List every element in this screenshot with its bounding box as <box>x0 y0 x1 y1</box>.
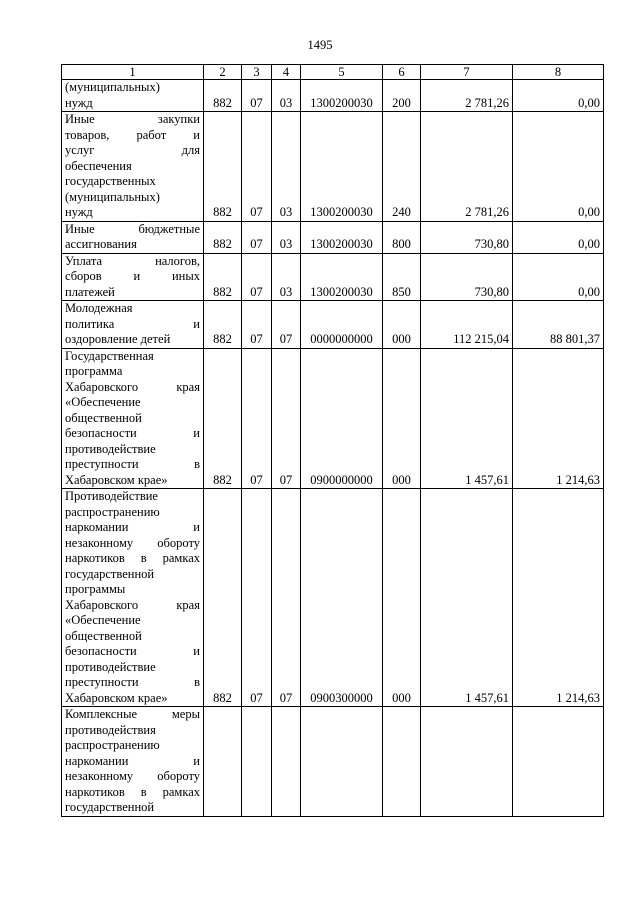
cell-c2: 882 <box>204 489 242 707</box>
cell-c8: 1 214,63 <box>513 489 604 707</box>
header-cell: 8 <box>513 65 604 80</box>
item-name-line: платежей <box>65 284 115 299</box>
item-name-line: распространению <box>65 504 160 519</box>
cell-c5: 1300200030 <box>301 112 383 222</box>
table-row <box>62 221 604 253</box>
item-name-line: оздоровление детей <box>65 332 171 346</box>
header-cell: 3 <box>242 65 272 80</box>
cell-c3: 07 <box>242 348 272 489</box>
cell-c7: 1 457,61 <box>421 348 513 489</box>
item-name-line: Уплата налогов, <box>65 253 200 268</box>
cell-c2: 882 <box>204 348 242 489</box>
cell-c5 <box>301 707 383 817</box>
item-name-cell <box>62 253 204 301</box>
item-name-line: незаконному обороту <box>65 535 200 550</box>
cell-c7: 2 781,26 <box>421 112 513 222</box>
item-name-cell <box>62 348 204 489</box>
budget-table <box>61 64 604 817</box>
item-name-line: наркотиков в рамках <box>65 551 200 565</box>
item-name-line: услуг для <box>65 143 200 157</box>
cell-c7 <box>421 707 513 817</box>
cell-c4: 03 <box>272 80 301 112</box>
cell-c2: 882 <box>204 253 242 301</box>
item-name-line: безопасности и <box>65 644 200 658</box>
item-name-line: общественной <box>65 410 142 425</box>
header-cell: 2 <box>204 65 242 80</box>
cell-c8: 0,00 <box>513 80 604 112</box>
item-name-line: Хабаровском крае» <box>65 690 168 705</box>
table-row <box>62 301 604 349</box>
item-name-line: ассигнования <box>65 237 137 251</box>
cell-c3: 07 <box>242 221 272 253</box>
item-name-line: общественной <box>65 628 142 643</box>
table-row <box>62 112 604 222</box>
cell-c7: 730,80 <box>421 253 513 301</box>
cell-c8: 1 214,63 <box>513 348 604 489</box>
cell-c2: 882 <box>204 80 242 112</box>
table-row <box>62 489 604 707</box>
table-row <box>62 80 604 112</box>
item-name-line: сборов и иных <box>65 269 200 283</box>
item-name-line: «Обеспечение <box>65 395 141 409</box>
item-name-line: программа <box>65 364 123 378</box>
item-name-line: наркомании и <box>65 753 200 768</box>
item-name-line: обеспечения <box>65 158 132 173</box>
cell-c4: 07 <box>272 301 301 349</box>
cell-c6: 000 <box>383 489 421 707</box>
item-name-line: наркотиков в рамках <box>65 784 200 799</box>
item-name-line: Государственная <box>65 348 154 363</box>
cell-c2: 882 <box>204 112 242 222</box>
cell-c6: 000 <box>383 348 421 489</box>
cell-c5: 0900300000 <box>301 489 383 707</box>
cell-c4: 03 <box>272 112 301 222</box>
cell-c8: 0,00 <box>513 253 604 301</box>
item-name-line: противодействие <box>65 659 156 674</box>
item-name-line: противодействие <box>65 441 156 456</box>
cell-c3: 07 <box>242 489 272 707</box>
item-name-line: распространению <box>65 738 160 752</box>
item-name-line: государственной <box>65 566 155 581</box>
table-row <box>62 253 604 301</box>
cell-c7: 1 457,61 <box>421 489 513 707</box>
item-name-line: Хабаровского края <box>65 597 200 612</box>
item-name-line: «Обеспечение <box>65 613 141 627</box>
item-name-line: государственной <box>65 800 155 814</box>
item-name-cell <box>62 707 204 817</box>
cell-c6: 850 <box>383 253 421 301</box>
item-name-line: товаров, работ и <box>65 127 200 142</box>
item-name-line: программы <box>65 582 126 596</box>
cell-c4: 07 <box>272 348 301 489</box>
page-number: 1495 <box>307 38 333 52</box>
cell-c3: 07 <box>242 80 272 112</box>
cell-c5: 1300200030 <box>301 80 383 112</box>
cell-c5: 1300200030 <box>301 221 383 253</box>
item-name-cell <box>62 301 204 349</box>
cell-c6 <box>383 707 421 817</box>
cell-c6: 200 <box>383 80 421 112</box>
cell-c5: 0900000000 <box>301 348 383 489</box>
table-row <box>62 707 604 817</box>
item-name-line: нужд <box>65 205 93 219</box>
cell-c6: 000 <box>383 301 421 349</box>
item-name-cell <box>62 80 204 112</box>
cell-c7: 730,80 <box>421 221 513 253</box>
item-name-line: Комплексные меры <box>65 707 200 721</box>
header-cell: 6 <box>383 65 421 80</box>
cell-c8: 0,00 <box>513 112 604 222</box>
cell-c8: 88 801,37 <box>513 301 604 349</box>
cell-c5: 0000000000 <box>301 301 383 349</box>
cell-c4: 03 <box>272 253 301 301</box>
item-name-line: государственных <box>65 174 156 188</box>
table-row <box>62 348 604 489</box>
cell-c2: 882 <box>204 221 242 253</box>
cell-c7: 2 781,26 <box>421 80 513 112</box>
cell-c7: 112 215,04 <box>421 301 513 349</box>
item-name-line: Хабаровском крае» <box>65 472 168 487</box>
header-row <box>62 65 604 80</box>
cell-c4 <box>272 707 301 817</box>
header-cell: 4 <box>272 65 301 80</box>
item-name-line: наркомании и <box>65 520 200 534</box>
cell-c4: 03 <box>272 221 301 253</box>
item-name-line: противодействия <box>65 722 156 737</box>
item-name-line: Противодействие <box>65 489 158 503</box>
cell-c3: 07 <box>242 301 272 349</box>
cell-c2: 882 <box>204 301 242 349</box>
cell-c5: 1300200030 <box>301 253 383 301</box>
cell-c6: 800 <box>383 221 421 253</box>
item-name-cell <box>62 489 204 707</box>
item-name-line: незаконному обороту <box>65 769 200 783</box>
item-name-line: преступности в <box>65 457 200 471</box>
cell-c8: 0,00 <box>513 221 604 253</box>
cell-c3 <box>242 707 272 817</box>
item-name-line: безопасности и <box>65 426 200 440</box>
item-name-line: Иные бюджетные <box>65 221 200 236</box>
header-cell: 7 <box>421 65 513 80</box>
item-name-line: преступности в <box>65 675 200 689</box>
header-cell: 5 <box>301 65 383 80</box>
cell-c3: 07 <box>242 253 272 301</box>
item-name-line: Молодежная <box>65 301 133 315</box>
cell-c3: 07 <box>242 112 272 222</box>
cell-c4: 07 <box>272 489 301 707</box>
header-cell: 1 <box>62 65 204 80</box>
item-name-line: нужд <box>65 95 93 110</box>
item-name-line: политика и <box>65 316 200 331</box>
item-name-line: Хабаровского края <box>65 379 200 394</box>
item-name-cell <box>62 221 204 253</box>
item-name-cell <box>62 112 204 222</box>
item-name-line: (муниципальных) <box>65 189 160 204</box>
cell-c2 <box>204 707 242 817</box>
item-name-line: (муниципальных) <box>65 80 160 94</box>
cell-c6: 240 <box>383 112 421 222</box>
item-name-line: Иные закупки <box>65 112 200 126</box>
cell-c8 <box>513 707 604 817</box>
